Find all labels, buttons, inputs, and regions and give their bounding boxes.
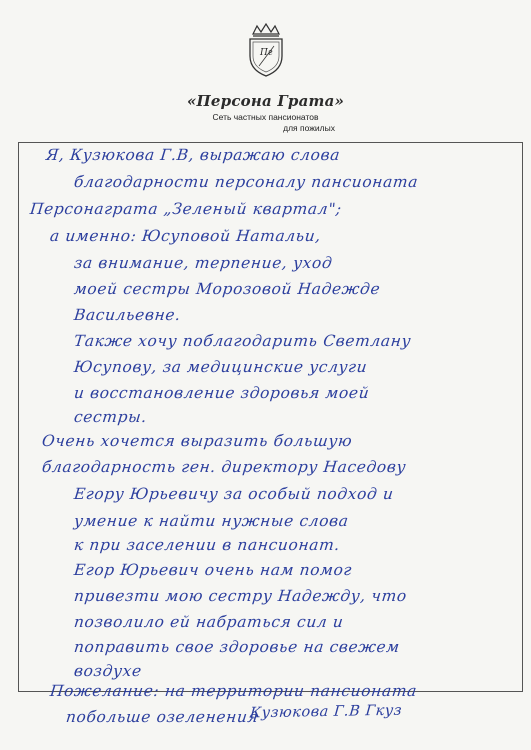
brand-tagline: Сеть частных пансионатов	[212, 112, 319, 122]
signature: Кузюкова Г.В Гкуз	[249, 702, 403, 722]
letter-line: Пожелание: на территории пансионата	[49, 682, 418, 700]
letter-line: побольше озеленения	[65, 708, 260, 726]
letter-line: моей сестры Морозовой Надежде	[73, 280, 382, 298]
letter-line: Егор Юрьевич очень нам помог	[73, 561, 353, 579]
letter-line: позволило ей набраться сил и	[73, 613, 345, 631]
letter-line: а именно: Юсуповой Натальи,	[49, 227, 322, 245]
letter-line: воздухе	[73, 662, 143, 680]
letter-line: умение к найти нужные слова	[73, 512, 350, 530]
monogram-letter-p: Пг	[259, 48, 272, 58]
letter-line: Также хочу поблагодарить Светлану	[73, 332, 413, 350]
letter-line: привезти мою сестру Надежду, что	[73, 587, 408, 605]
letter-line: и восстановление здоровья моей	[73, 384, 371, 402]
letter-line: Егору Юрьевичу за особый подход и	[73, 485, 395, 503]
brand-tagline-continued: для пожилых	[283, 123, 335, 133]
letter-line: поправить свое здоровье на свежем	[73, 638, 401, 656]
letter-line: Я, Кузюкова Г.В, выражаю слова	[45, 146, 342, 164]
letter-line: Юсупову, за медицинские услуги	[73, 358, 369, 376]
brand-crest-icon	[241, 22, 291, 78]
letter-line: Очень хочется выразить большую	[41, 432, 354, 450]
letterhead	[0, 22, 531, 134]
letter-line: сестры.	[73, 408, 148, 426]
letter-line: к при заселении в пансионат.	[73, 536, 341, 554]
letter-line: Васильевне.	[73, 306, 182, 324]
brand-name: «Персона Грата»	[186, 92, 345, 110]
letter-line: Персонаграта „Зеленый квартал";	[29, 200, 343, 218]
letter-line: за внимание, терпение, уход	[73, 254, 334, 272]
letter-line: благодарности персоналу пансионата	[73, 173, 420, 191]
letter-line: благодарность ген. директору Наседову	[41, 458, 408, 476]
